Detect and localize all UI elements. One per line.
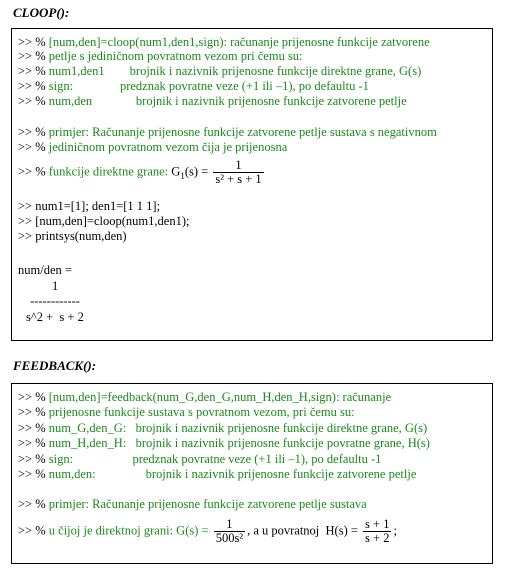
- feedback-line-6: >> % num,den: brojnik i nazivnik prijenosne funkcije zatvorene petlje: [18, 467, 417, 481]
- cloop-line-7: >> % jediničnom povratnom vezom čija je prijenosna: [18, 140, 288, 154]
- cloop-cmd-3: >> printsys(num,den): [18, 229, 127, 243]
- cloop-transfer-function: >> % funkcije direktne grane: $G_1(s)$ = $\frac{1}{\text{s² + s + 1}}$: [18, 158, 262, 186]
- cloop-line-3: >> % num1,den1 brojnik i nazivnik prijenosne funkcije direktne grane, G(s): [18, 64, 422, 78]
- cloop-line-5: >> % num,den brojnik i nazivnik prijenosne funkcije zatvorene petlje: [18, 94, 407, 108]
- output-label: num/den =: [18, 263, 72, 277]
- feedback-line-5: >> % sign: predznak povratne veze (+1 ili –1), po defaultu -1: [18, 452, 382, 466]
- feedback-transfer-functions: >> % u čijoj je direktnoj grani: G(s) = $\frac{1}{\text{500s²}}$ , a u povratnoj H(s) = $\frac{s + 1}{s + 2}$ ;: [18, 517, 397, 545]
- cloop-line-1: >> % [num,den]=cloop(num1,den1,sign): računanje prijenosne funkcije zatvorene: [18, 35, 430, 49]
- output-numerator: 1: [52, 279, 59, 293]
- cloop-line-6: >> % primjer: Računanje prijenosne funkcije zatvorene petlje sustava s negativnom: [18, 125, 437, 139]
- h-fraction: $\frac{s + 1}{s + 2}$: [365, 517, 390, 545]
- cloop-cmd-2: >> [num,den]=cloop(num1,den1);: [18, 214, 190, 228]
- g1-fraction: $\frac{1}{\text{s² + s + 1}}$: [215, 158, 262, 186]
- cloop-line-2: >> % petlje s jediničnom povratnom vezom pri čemu su:: [18, 49, 303, 63]
- feedback-heading: FEEDBACK():: [13, 358, 97, 373]
- cloop-code-box: [11, 28, 493, 341]
- feedback-line-3: >> % num_G,den_G: brojnik i nazivnik prijenosne funkcije direktne grane, G(s): [18, 421, 428, 435]
- output-divider: ------------: [30, 294, 80, 308]
- feedback-line-2: >> % prijenosne funkcije sustava s povratnom vezom, pri čemu su:: [18, 405, 355, 419]
- cloop-line-4: >> % sign: predznak povratne veze (+1 ili –1), po defaultu -1: [18, 79, 369, 93]
- cloop-heading: CLOOP():: [13, 5, 70, 20]
- g-fraction: $\frac{1}{\text{500s²}}$: [215, 517, 244, 545]
- feedback-line-7: >> % primjer: Računanje prijenosne funkcije zatvorene petlje sustava: [18, 497, 367, 511]
- feedback-line-1: >> % [num,den]=feedback(num_G,den_G,num_H,den_H,sign): računanje: [18, 390, 392, 404]
- feedback-line-4: >> % num_H,den_H: brojnik i nazivnik prijenosne funkcije povratne grane, H(s): [18, 436, 430, 450]
- output-denominator: s^2 + s + 2: [26, 310, 84, 324]
- cloop-cmd-1: >> num1=[1]; den1=[1 1 1];: [18, 199, 161, 213]
- feedback-code-box: [11, 383, 493, 564]
